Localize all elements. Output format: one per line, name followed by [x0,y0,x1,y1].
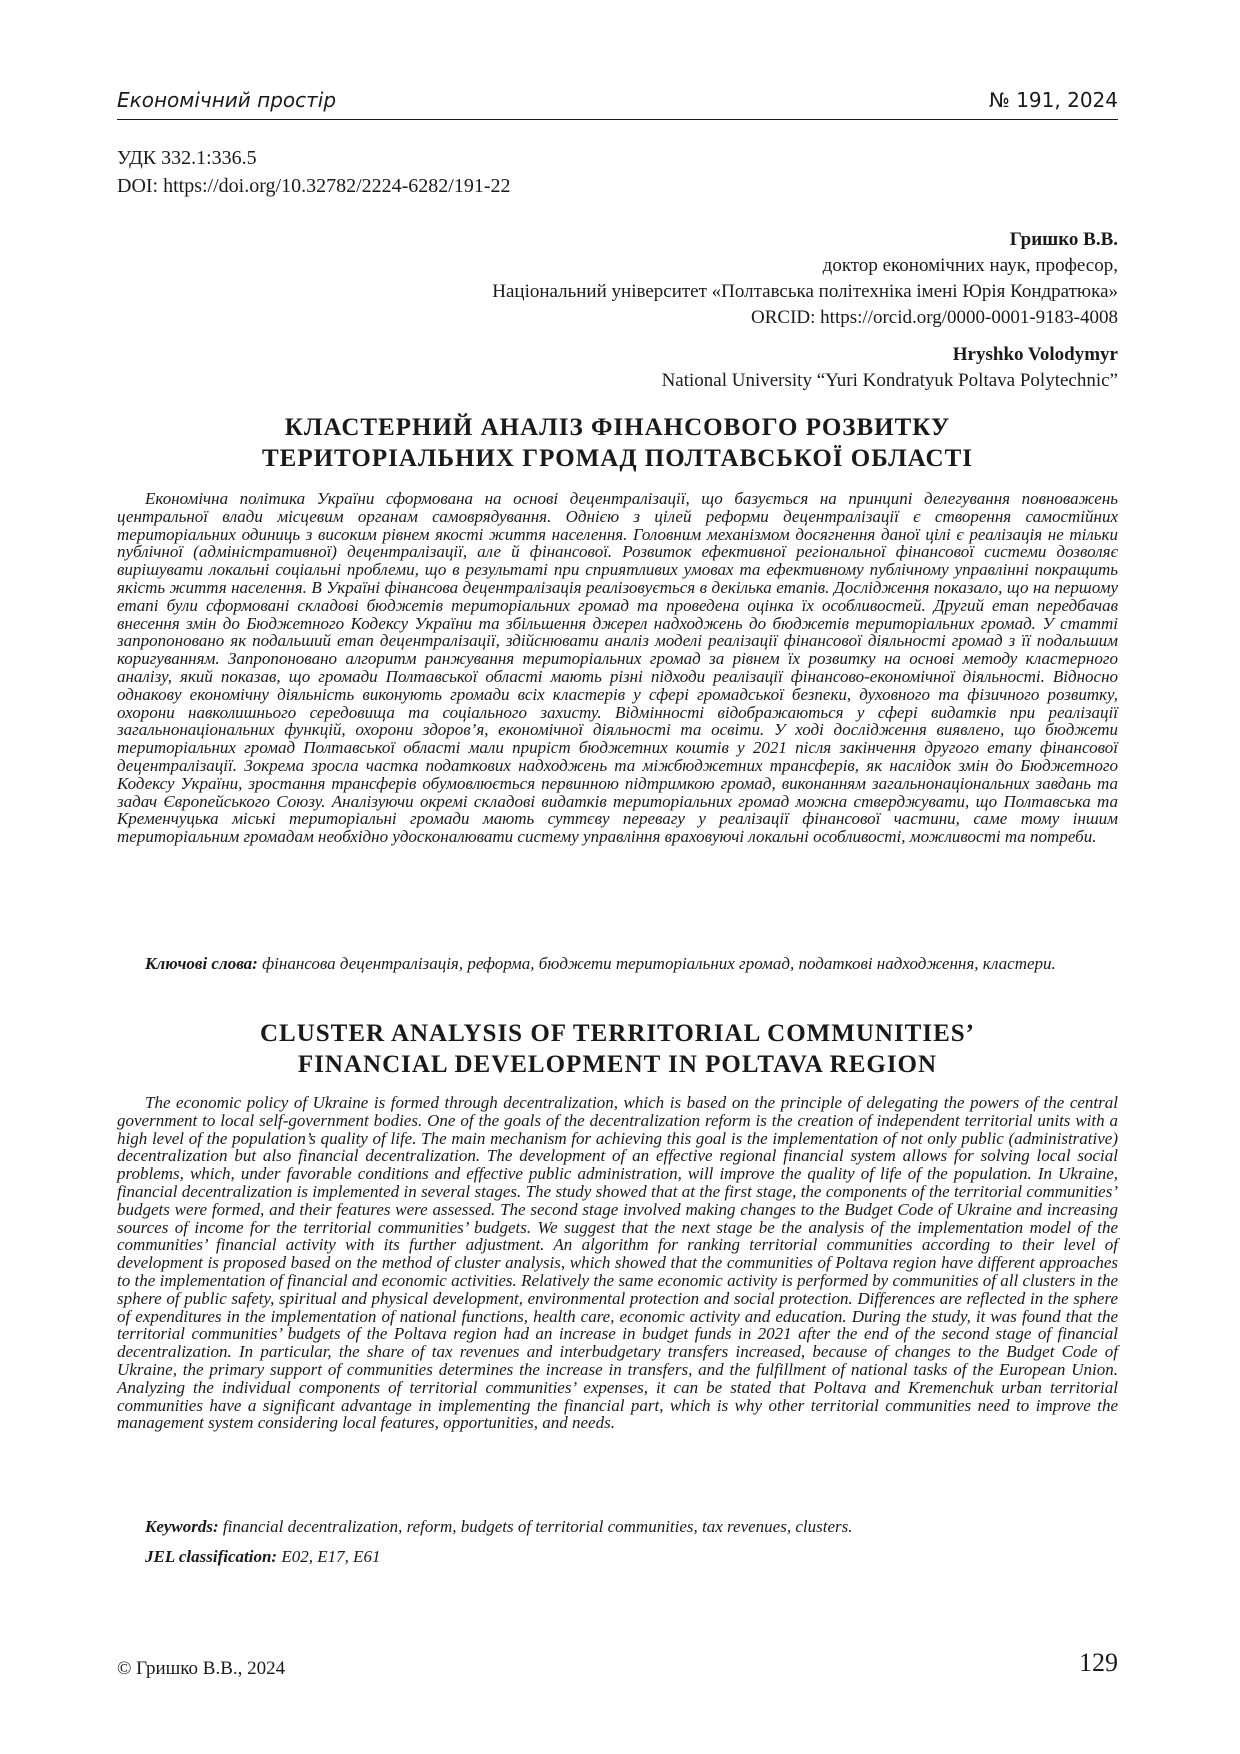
title-ua-line-2: ТЕРИТОРІАЛЬНИХ ГРОМАД ПОЛТАВСЬКОЇ ОБЛАСТІ [261,445,974,472]
author-name-en: Hryshko Volodymyr [952,344,1118,365]
keywords-en-label: Keywords: [145,1517,219,1536]
title-en-line-2: FINANCIAL DEVELOPMENT IN POLTAVA REGION [297,1051,938,1078]
author-name-ua: Гришко В.В. [1009,229,1118,250]
header-divider [117,119,1118,120]
article-title-ua [117,412,1118,474]
author-degree: доктор економічних наук, професор, [822,255,1118,276]
abstract-ua: Економічна політика України сформована на основі децентралізації, що базується на принципі делегування повноважень центральної влади місцевим органам самоврядування. Однією з цілей реформи децентралізації є створення самостійних територіальних одиниць з високим рівнем якості життя населення. Головним механізмом досягнення даної цілі є реалізація не тільки публічної (адміністративної) децентралізації, але й фінансової. Розвиток ефективної регіональної фінансової системи дозволяє вирішувати локальні соціальні проблеми, що в результаті при сприятливих умовах та ефективному публічному управлінні покращить якість життя населення. В Україні фінансова децентралізація реалізовується в декілька етапів. Дослідження показало, що на першому етапі були сформовані складові бюджетів територіальних громад та проведена оцінка їх особливостей. Другий етап передбачав внесення змін до Бюджетного Кодексу України та збільшення джерел надходжень до бюджетів територіальних громад. У статті запропоновано як подальший етап децентралізації, здійснювати аналіз моделі реалізації фінансової діяльності громад з її подальшим коригуванням. Запропоновано алгоритм ранжування територіальних громад за рівнем їх розвитку на основі методу кластерного аналізу, який показав, що громади Полтавської області мають різні підходи реалізації фінансово-економічної діяльності. Відносно однакову економічну діяльність виконують громади всіх кластерів у сфері громадської безпеки, духовного та фізичного розвитку, охорони навколишнього середовища та соціального захисту. Відмінності відображаються у сфері видатків при реалізації загальнонаціональних функцій, охорони здоров’я, економічної діяльності та освіти. У ході дослідження виявлено, що бюджети територіальних громад Полтавської області мали приріст бюджетних коштів у 2021 після закінчення другого етапу фінансової децентралізації. Зокрема зросла частка податкових надходжень та міжбюджетних трансферів, як наслідок змін до Бюджетного Кодексу України, зростання трансферів обумовлюється первинною підтримкою громад, виконанням загальнонаціональних завдань та задач Європейського Союзу. Аналізуючи окремі складові видатків територіальних громад можна стверджувати, що Полтавська та Кременчуцька міські територіальні громади мають суттєву перевагу у реалізації фінансової частини, саме тому іншим територіальним громадам необхідно удосконалювати систему управління враховуючі локальні особливості, можливості та потреби. [117,489,1118,847]
jel-classification [145,1547,380,1567]
title-en-line-1: CLUSTER ANALYSIS OF TERRITORIAL COMMUNITIES’ [259,1020,975,1047]
author-affiliation-ua: Національний університет «Полтавська політехніка імені Юрія Кондратюка» [492,281,1118,302]
title-ua-line-1: КЛАСТЕРНИЙ АНАЛІЗ ФІНАНСОВОГО РОЗВИТКУ [284,414,951,441]
running-header [117,88,1118,118]
page-number: 129 [1079,1648,1118,1677]
issue-number: № 191, 2024 [989,88,1118,112]
author-block-en [662,342,1118,394]
abstract-en: The economic policy of Ukraine is formed through decentralization, which is based on the principle of delegating the powers of the central government to local self-government bodies. One of the goals of the decentralization reform is the creation of independent territorial units with a high level of the population’s quality of life. The main mechanism for achieving this goal is the implementation of not only public (administrative) decentralization but also financial decentralization. The development of an effective regional financial system allows for solving local social problems, which, under favorable conditions and effective public administration, will improve the quality of life of the population. In Ukraine, financial decentralization is implemented in several stages. The study showed that at the first stage, the components of the territorial communities’ budgets were formed, and their features were assessed. The second stage involved making changes to the Budget Code of Ukraine and increasing sources of income for the territorial communities’ budgets. We suggest that the next stage be the analysis of the implementation model of the communities’ financial activity with its further adjustment. An algorithm for ranking territorial communities according to their level of development is proposed based on the method of cluster analysis, which showed that the communities of Poltava region have different approaches to the implementation of financial and economic activities. Relatively the same economic activity is performed by communities of all clusters in the sphere of public safety, spiritual and physical development, environmental protection and social protection. Differences are reflected in the sphere of expenditures in the implementation of national functions, health care, economic activity and education. During the study, it was found that the territorial communities’ budgets of the Poltava region had an increase in budget funds in 2021 after the end of the second stage of financial decentralization. In particular, the share of tax revenues and interbudgetary transfers increased, because of changes to the Budget Code of Ukraine, the primary support of communities determines the increase in transfers, and the fulfillment of national tasks of the European Union. Analyzing the individual components of territorial communities’ expenses, it can be stated that Poltava and Kremenchuk urban territorial communities have a significant advantage in implementing the financial part, which is why other territorial communities need to improve the management system considering local features, opportunities, and needs. [117,1093,1118,1433]
author-block-ua [492,227,1118,331]
keywords-ua-label: Ключові слова: [145,954,258,973]
keywords-ua-text: фінансова децентралізація, реформа, бюджети територіальних громад, податкові надходження, кластери. [262,954,1056,973]
keywords-en [117,1517,1118,1536]
journal-name: Економічний простір [117,88,337,112]
doi-link[interactable]: DOI: https://doi.org/10.32782/2224-6282/191-22 [117,175,511,197]
author-orcid[interactable]: ORCID: https://orcid.org/0000-0001-9183-4008 [751,307,1118,328]
jel-label: JEL classification: [145,1547,278,1566]
jel-codes: E02, E17, E61 [281,1547,381,1566]
article-page [117,0,1118,1754]
keywords-ua [117,954,1118,973]
keywords-en-text: financial decentralization, reform, budgets of territorial communities, tax revenues, clusters. [222,1517,853,1536]
copyright-notice: © Гришко В.В., 2024 [117,1658,286,1679]
author-affiliation-en: National University “Yuri Kondratyuk Poltava Polytechnic” [661,370,1118,391]
udc-code: УДК 332.1:336.5 [117,147,257,169]
identifiers [117,144,511,200]
article-title-en [117,1018,1118,1080]
